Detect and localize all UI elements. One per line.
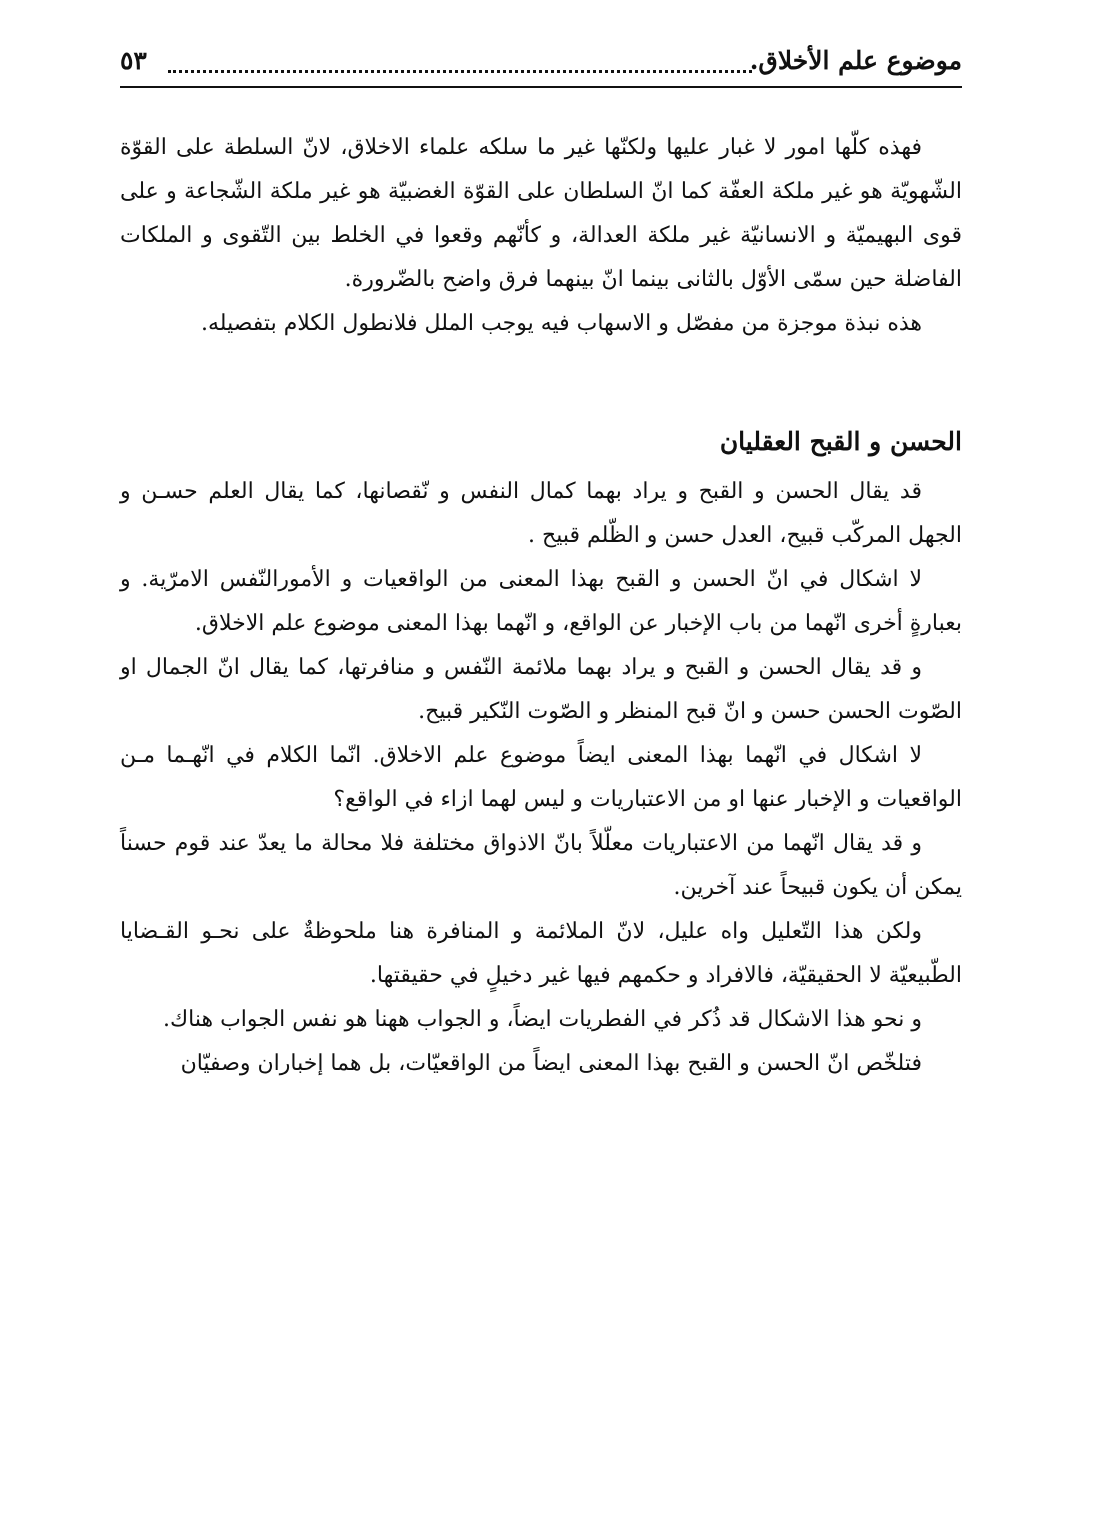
paragraph: هذه نبذة موجزة من مفصّل و الاسهاب فيه يوجب الملل فلانطول الكلام بتفصيله.	[201, 311, 922, 336]
paragraph: و قد يقال انّهما من الاعتباريات معلّلاً بانّ الاذواق مختلفة فلا محالة ما يعدّ عند قوم حسناً يمكن أن يكون قبيحاً عند آخرين.	[120, 831, 962, 900]
running-title: موضوع علم الأخلاق.	[749, 46, 962, 75]
paragraph: و قد يقال الحسن و القبح و يراد بهما ملائمة النّفس و منافرتها، كما يقال انّ الجمال او الصّوت الحسن حسن و انّ قبح المنظر و الصّوت النّكير قبيح.	[120, 655, 962, 724]
paragraph: فهذه كلّها امور لا غبار عليها ولكنّها غير ما سلكه علماء الاخلاق، لانّ السلطة على القوّة الشّهويّة هو غير ملكة العفّة كما انّ السلطان على القوّة الغضبيّة هو غير ملكة الشّجاعة و على قوى البهيميّة و الانسانيّة غير ملكة العدالة، و كأنّهم وقعوا في الخلط بين التّقوى و الملكات الفاضلة حين سمّى الأوّل بالثانى بينما انّ بينهما فرق واضح بالضّرورة.	[120, 135, 962, 292]
intro-block	[120, 126, 962, 346]
paragraph: قد يقال الحسن و القبح و يراد بهما كمال النفس و نّقصانها، كما يقال العلم حسـن و الجهل المركّب قبيح، العدل حسن و الظّلم قبيح .	[120, 479, 962, 548]
paragraph: و نحو هذا الاشكال قد ذُكر في الفطريات ايضاً، و الجواب ههنا هو نفس الجواب هناك.	[163, 1007, 922, 1032]
page-number: ٥٣	[120, 46, 147, 75]
document-page	[120, 40, 962, 1086]
paragraph: لا اشكال في انّهما بهذا المعنى ايضاً موضوع علم الاخلاق. انّما الكلام في انّهـما مـن الواقعيات و الإخبار عنها او من الاعتباريات و ليس لهما ازاء في الواقع؟	[120, 743, 962, 812]
running-header	[120, 40, 962, 88]
paragraph: فتلخّص انّ الحسن و القبح بهذا المعنى ايضاً من الواقعيّات، بل هما إخباران وصفيّان	[180, 1051, 922, 1076]
section-heading: الحسن و القبح العقليان	[719, 427, 962, 456]
paragraph: ولكن هذا التّعليل واه عليل، لانّ الملائمة و المنافرة هنا ملحوظةٌ على نحـو القـضايا الطّبيعيّة لا الحقيقيّة، فالافراد و حكمهم فيها غير دخيلٍ في حقيقتها.	[120, 919, 962, 988]
paragraph: لا اشكال في انّ الحسن و القبح بهذا المعنى من الواقعيات و الأمورالنّفس الامرّية. و بعبارةٍ أخرى انّهما من باب الإخبار عن الواقع، و انّهما بهذا المعنى موضوع علم الاخلاق.	[120, 567, 962, 636]
leader-dots	[168, 48, 752, 73]
section-body	[120, 470, 962, 1086]
